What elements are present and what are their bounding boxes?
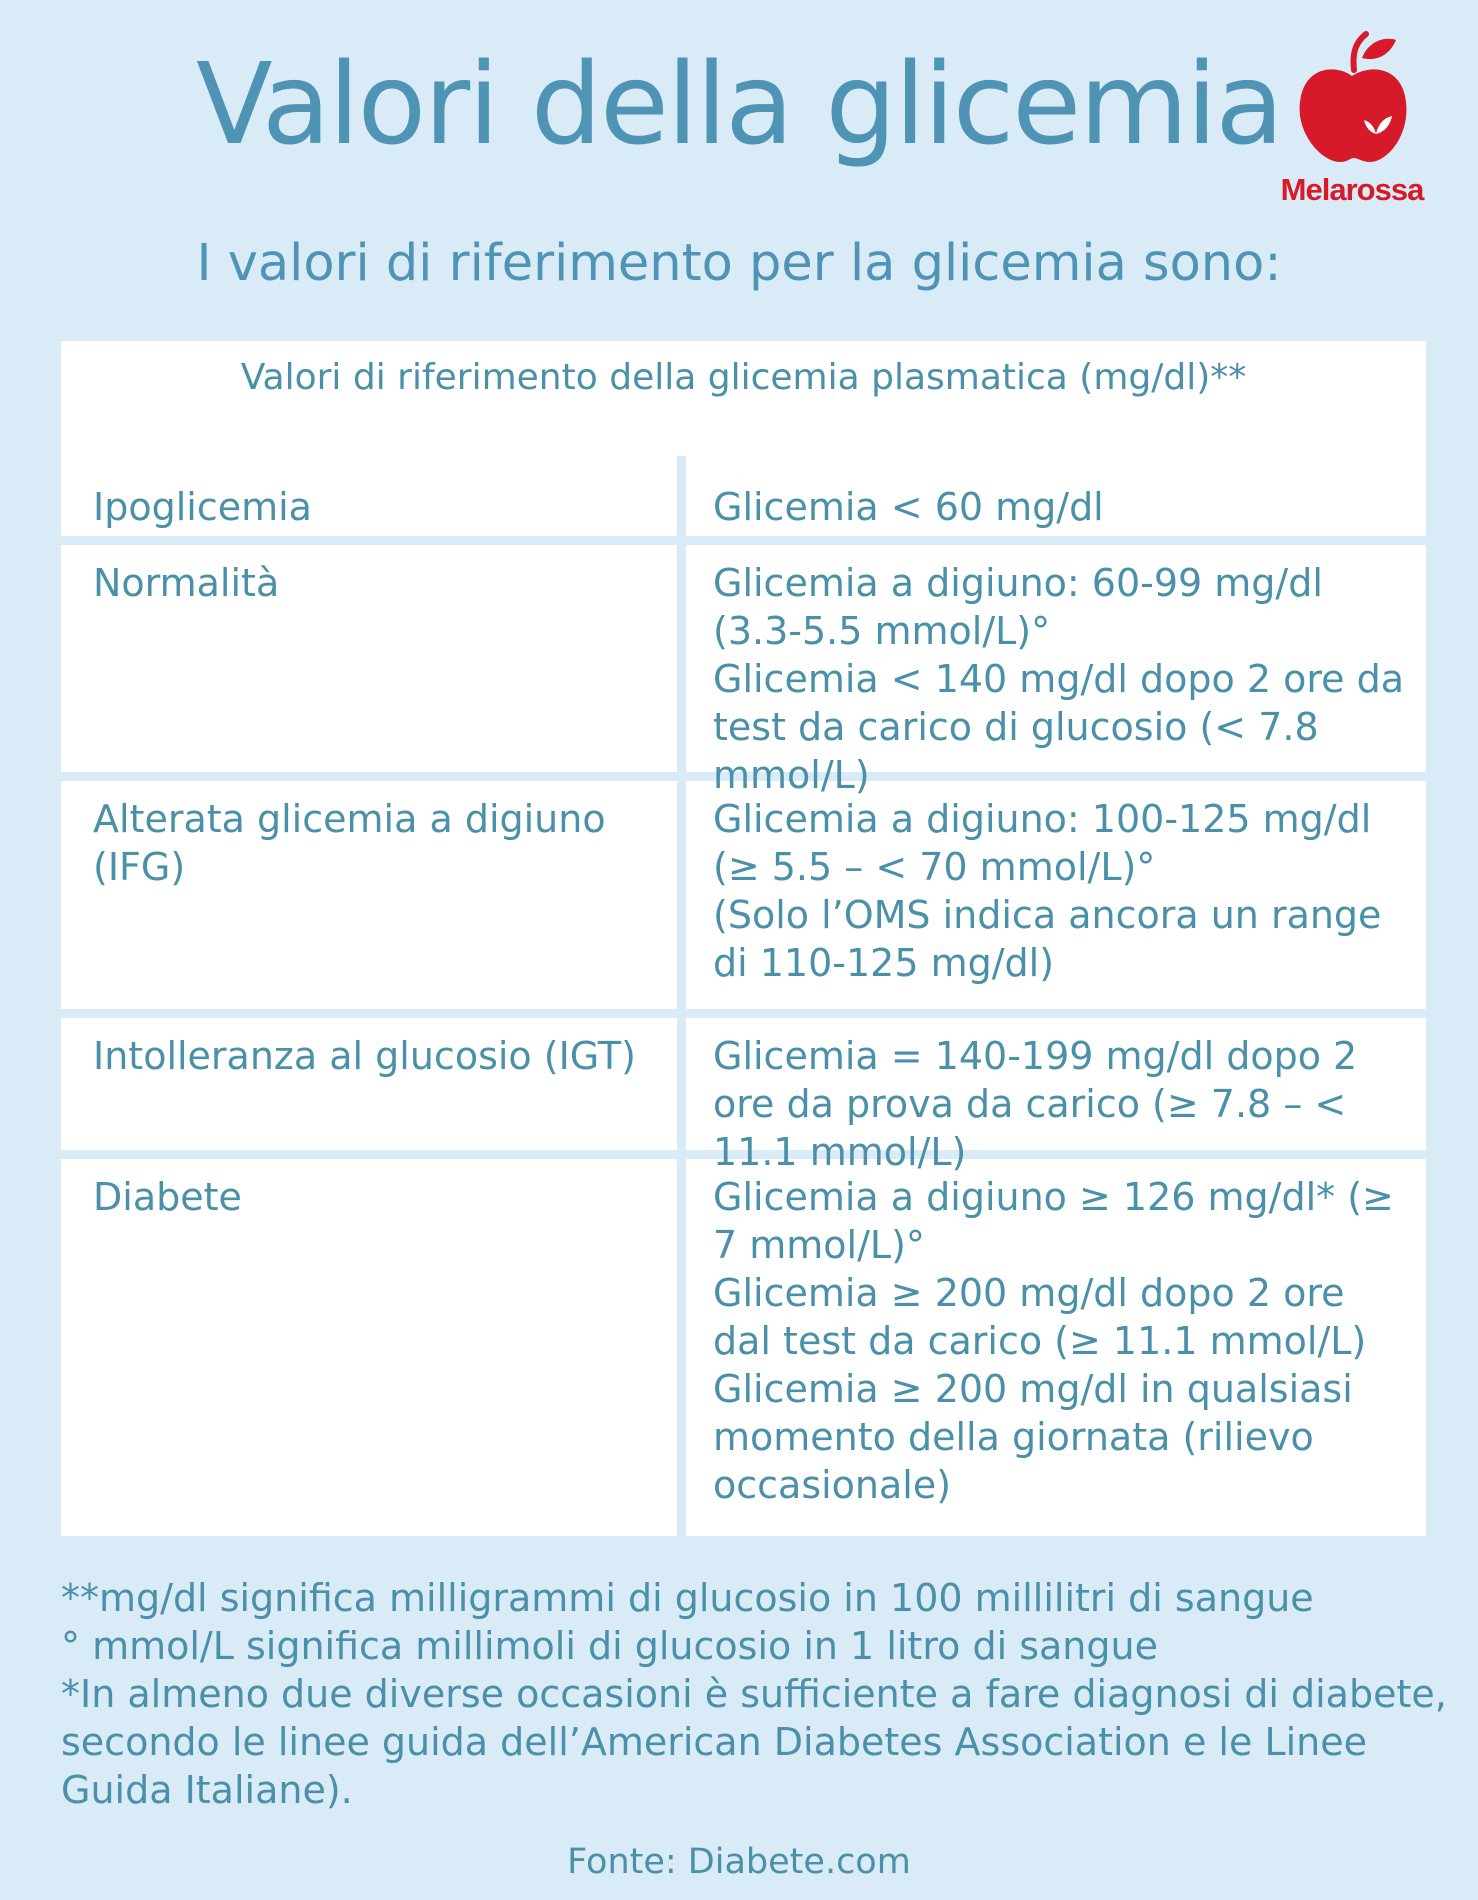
table-row: [61, 1018, 1426, 1174]
table-row: [61, 1159, 1426, 1545]
table-row: [61, 781, 1426, 1018]
column-divider: [677, 456, 686, 1545]
source-credit: Fonte: Diabete.com: [567, 1842, 911, 1882]
row-value: Glicemia a digiuno ≥ 126 mg/dl* (≥ 7 mmol/L)° Glicemia ≥ 200 mg/dl dopo 2 ore dal test da carico (≥ 11.1 mmol/L) Glicemia ≥ 200 mg/dl in qualsiasi momento della giornata (rilievo occasionale): [713, 1175, 1394, 1507]
footnote: *In almeno due diverse occasioni è sufficiente a fare diagnosi di diabete, secondo le linee guida dell’American Diabetes Association e le Linee Guida Italiane).: [61, 1672, 1447, 1812]
melarossa-logo[interactable]: [1262, 30, 1442, 215]
footnote: **mg/dl significa milligrammi di glucosio in 100 millilitri di sangue: [61, 1576, 1314, 1620]
page-subtitle: I valori di riferimento per la glicemia sono:: [196, 234, 1282, 293]
page-title: Valori della glicemia: [195, 40, 1283, 170]
row-label: Alterata glicemia a digiuno (IFG): [93, 797, 606, 889]
row-label: Ipoglicemia: [93, 485, 312, 529]
table-caption: Valori di riferimento della glicemia plasmatica (mg/dl)**: [240, 357, 1247, 398]
glycemia-table: [61, 341, 1426, 1545]
table-row: [61, 545, 1426, 797]
row-value: Glicemia < 60 mg/dl: [713, 485, 1104, 529]
row-value: Glicemia a digiuno: 60-99 mg/dl (3.3-5.5 mmol/L)° Glicemia < 140 mg/dl dopo 2 ore da test da carico di glucosio (< 7.8 mmol/L): [713, 561, 1404, 797]
row-value: Glicemia = 140-199 mg/dl dopo 2 ore da prova da carico (≥ 7.8 – < 11.1 mmol/L): [713, 1034, 1358, 1174]
table-row: [61, 456, 1426, 545]
row-label: Intolleranza al glucosio (IGT): [93, 1034, 636, 1078]
row-label: Normalità: [93, 561, 280, 605]
row-label: Diabete: [93, 1175, 242, 1219]
apple-icon: [1292, 30, 1412, 170]
row-value: Glicemia a digiuno: 100-125 mg/dl (≥ 5.5 – < 70 mmol/L)° (Solo l’OMS indica ancora un range di 110-125 mg/dl): [713, 797, 1382, 985]
logo-text: Melarossa: [1280, 172, 1424, 207]
footnote: ° mmol/L significa millimoli di glucosio in 1 litro di sangue: [61, 1624, 1158, 1668]
footnotes: [61, 1574, 1451, 1814]
